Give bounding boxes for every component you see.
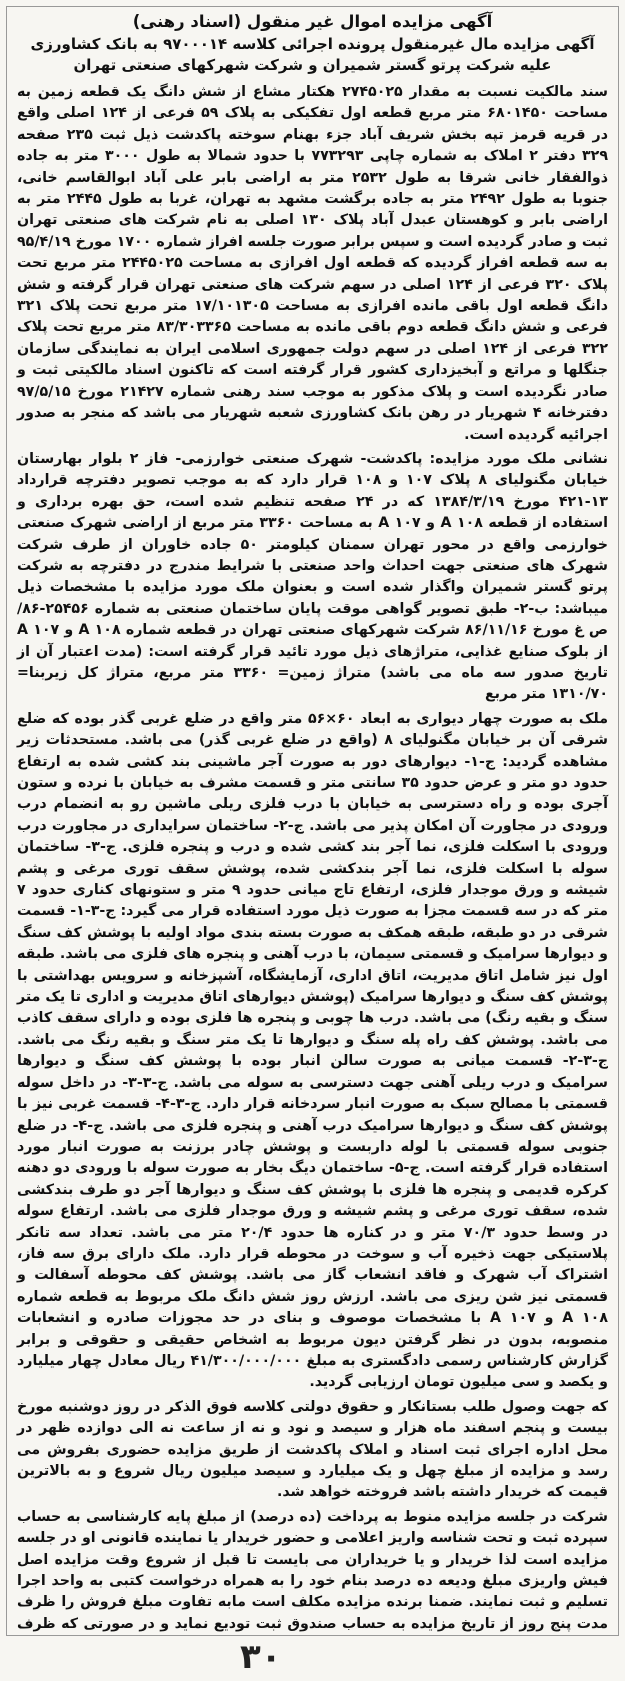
- notice-box: [6, 6, 619, 1636]
- notice-title: آگهی مزایده اموال غیر منقول (اسناد رهنی): [132, 12, 493, 31]
- paragraph-property-address: نشانی ملک مورد مزایده: پاکدشت- شهرک صنعتی خوارزمی- فاز ۲ بلوار بهارستان خیابان مگنولیای ۸ پلاک ۱۰۷ و ۱۰۸ قرار دارد که به موجب تصویر دفترچه قرارداد ۱۳-۴۲۱ مورخ ۱۳۸۴/۳/۱۹ که در ۲۴ صفحه تنظیم شده است، حق بهره برداری و استفاده از قطعه ۱۰۸ A و ۱۰۷ A به مساحت ۳۳۶۰ متر مربع از اراضی شهرک صنعتی خوارزمی واقع در محور تهران سمنان کیلومتر ۵۰ جاده خاوران از طرف شرکت شهرک های صنعتی جهت احداث واحد صنعتی با شرایط مندرج در دفترچه به شرکت پرتو گستر شمیران واگذار شده است و بعنوان ملک مورد مزایده با مشخصات ذیل میباشد: ب-۲- طبق تصویر گواهی موقت پایان ساختمان صنعتی به شماره ۲۵۴۵۶-۸۶/ص غ مورخ ۸۶/۱۱/۱۶ شرکت شهرکهای صنعتی تهران در قطعه شماره ۱۰۸ A و ۱۰۷ A از بلوک صنایع غذایی، متراژهای ذیل مورد تائید قرار گرفته است: (مدت اعتبار آن از تاریخ صدور سه ماه می باشد) متراژ زمین= ۳۳۶۰ متر مربع، متراژ کل زیربنا= ۱۳۱۰/۷۰ متر مربع: [17, 450, 609, 703]
- paragraph-property-description: ملک به صورت چهار دیواری به ابعاد ۶۰×۵۶ متر واقع در ضلع غربی گذر بوده که ضلع شرقی آن بر خیابان مگنولیای ۸ (واقع در ضلع غربی گذر) می باشد. مستحدثات زیر مشاهده گردید: ج-۱- دیوارهای دور به صورت آجر ماشینی بند کشی شده به ارتفاع حدود دو متر و عرض حدود ۳۵ سانتی متر و قسمت مشرف به خیابان با نرده و ستون آجری بوده و راه دسترسی به خیابان با درب فلزی ریلی ماشین رو به انضمام درب ورودی در مجاورت آن امکان پذیر می باشد. ج-۲- ساختمان سرایداری در مجاورت درب ورودی با اسکلت فلزی، نما آجر بند کشی شده و درب و پنجره فلزی. ج-۳- ساختمان سوله با اسکلت فلزی، نما آجر بندکشی شده، پوشش سقف توری مرغی و پشم شیشه و ورق موجدار فلزی، ارتفاع تاج میانی حدود ۹ متر و ستونهای کناری حدود ۷ متر که در سه قسمت مجزا به صورت ذیل مورد استفاده قرار می گیرد: ج-۳-۱- قسمت شرقی در دو طبقه، طبقه همکف به صورت بسته بندی مواد اولیه با پوشش کف سنگ و دیوارها سرامیک و قسمتی سیمان، با درب آهنی و پنجره های فلزی می باشد. طبقه اول نیز شامل اتاق مدیریت، اتاق اداری، آزمایشگاه، آشپزخانه و سرویس بهداشتی با پوشش کف سنگ و دیوارها سرامیک (پوشش دیوارهای اتاق مدیریت و اداری تا یک متر سنگ و بقیه رنگ) می باشد. درب ها چوبی و پنجره ها فلزی بوده و دارای سقف کاذب می باشد. پوشش کف راه پله سنگ و دیوارها تا یک متر سنگ و بقیه رنگ می باشد. ج-۳-۲- قسمت میانی به صورت سالن انبار بوده با پوشش کف سنگ و دیوارها سرامیک و درب ریلی آهنی جهت دسترسی به سوله می باشد. ج-۳-۳- در داخل سوله قسمتی با مصالح سبک به صورت انبار سردخانه قرار دارد. ج-۳-۴- قسمت غربی نیز با پوشش کف سنگ و دیوارها سرامیک درب آهنی و پنجره فلزی می باشد. ج-۴- در ضلع جنوبی سوله قسمتی با لوله داربست و پوشش چادر برزنت به صورت انبار مورد استفاده قرار گرفته است. ج-۵- ساختمان دیگ بخار به صورت سوله با ورودی دو دهنه کرکره قدیمی و پنجره ها فلزی با پوشش کف سنگ و دیوارها آجر دو طرف بندکشی شده، سقف توری مرغی و پشم شیشه و ورق موجدار فلزی می باشد. ارتفاع سوله در وسط حدود ۷۰/۳ متر و در کناره ها حدود ۲۰/۴ متر می باشد. تعداد سه تانکر پلاستیکی جهت ذخیره آب و سوخت در محوطه قرار دارد. ملک دارای برق سه فاز، اشتراک آب شهرک و فاقد انشعاب گاز می باشد. پوشش کف محوطه آسفالت و قسمتی نیز شن ریزی می باشد. ارزش روز شش دانگ ملک مربوط به قطعه شماره ۱۰۸ A و ۱۰۷ A با مشخصات موصوف و بنای در حد مجوزات صادره و انشعابات منصوبه، بدون در نظر گرفتن دیون مربوط به اشخاص حقیقی و حقوقی و برابر گزارش کارشناس رسمی دادگستری به مبلغ ۴۱/۳۰۰/۰۰۰/۰۰۰ ریال معادل چهار میلیارد و یکصد و سی میلیون تومان ارزیابی گردید.: [17, 710, 609, 1391]
- paragraph-auction-terms: شرکت در جلسه مزایده منوط به پرداخت (ده درصد) از مبلغ پایه کارشناسی به حساب سپرده ثبت و تحت شناسه واریز اعلامی و حضور خریدار یا نماینده قانونی او در جلسه مزایده است لذا خریدار و یا خریداران می بایست تا قبل از شروع وقت مزایده اصل فیش واریزی مبلغ ودیعه ده درصد بنام خود را به همراه درخواست کتبی به واحد اجرا تسلیم و ثبت نمایند. ضمنا برنده مزایده مکلف است مابه تفاوت مبلغ فروش را ظرف مدت پنج روز از تاریخ مزایده به حساب صندوق ثبت تودیع نماید و در صورتی که ظرف: [17, 1508, 608, 1632]
- notice-subtitle: آگهی مزایده مال غیرمنقول پرونده اجرائی کلاسه ۹۷۰۰۰۱۴ به بانک کشاورزی علیه شرکت پرتو گستر شمیران و شرکت شهرکهای صنعتی تهران: [30, 35, 595, 74]
- page-mark: ۳۰: [240, 1637, 282, 1677]
- paragraph-property-deed: سند مالکیت نسبت به مقدار ۲۷۴۵۰۲۵ هکتار مشاع از شش دانگ یک قطعه زمین به مساحت ۶۸۰۱۴۵۰ متر مربع قطعه اول تفکیکی به پلاک ۵۹ فرعی از ۱۲۴ اصلی واقع در قریه قرمز تپه بخش شریف آباد جزء بهنام سوخته پاکدشت ذیل ثبت ۲۳۵ صفحه ۳۲۹ دفتر ۲ املاک به شماره چاپی ۷۷۳۲۹۳ با حدود شمالا به طول ۳۰۰۰ متر به جاده ذوالفقار خانی شرقا به طول ۲۵۳۲ متر به اراضی بابر علی آباد ابوالقاسم خانی، جنوبا به طول ۲۴۹۲ متر به جاده برگشت مشهد به تهران، غربا به طول ۲۴۴۵ متر به اراضی بابر و کوهستان عبدل آباد پلاک ۱۳۰ اصلی به نام شرکت های صنعتی تهران ثبت و صادر گردیده است و سپس برابر صورت جلسه افراز شماره ۱۷۰۰ مورخ ۹۵/۴/۱۹ به سه قطعه افراز گردیده که قطعه اول افرازی به مساحت ۲۴۴۵۰۲۵ متر مربع تحت پلاک ۳۲۰ فرعی از ۱۲۴ اصلی در سهم شرکت های صنعتی تهران قرار گرفته و شش دانگ قطعه اول باقی مانده افرازی به مساحت ۱۷/۱۰۱۳۰۵ متر مربع تحت پلاک ۳۲۱ فرعی و شش دانگ قطعه دوم باقی مانده به مساحت ۸۳/۳۰۳۳۶۵ متر مربع تحت پلاک ۳۲۲ فرعی از ۱۲۴ اصلی در سهم دولت جمهوری اسلامی ایران به نمایندگی سازمان جنگلها و مراتع و آبخیزداری کشور قرار گرفته است که تاکنون اسناد مالکیتی ثبت و صادر نگردیده است و پلاک مذکور به موجب سند رهنی شماره ۲۱۴۲۷ مورخ ۹۷/۵/۱۵ دفترخانه ۴ شهریار در رهن بانک کشاورزی شعبه شهریار می باشد که منجر به صدور اجرائیه گردیده است.: [17, 84, 609, 443]
- paragraph-auction-date: که جهت وصول طلب بستانکار و حقوق دولتی کلاسه فوق الذکر در روز دوشنبه مورخ بیست و پنجم اسفند ماه هزار و سیصد و نود و نه از ساعت نه الی دوازده ظهر در محل اداره اجرای ثبت اسناد و املاک پاکدشت از طریق مزایده حضوری بفروش می رسد و مزایده از مبلغ چهل و یک میلیارد و سیصد میلیون ریال شروع و به بالاترین قیمت که خریدار داشته باشد فروخته خواهد شد.: [17, 1398, 608, 1501]
